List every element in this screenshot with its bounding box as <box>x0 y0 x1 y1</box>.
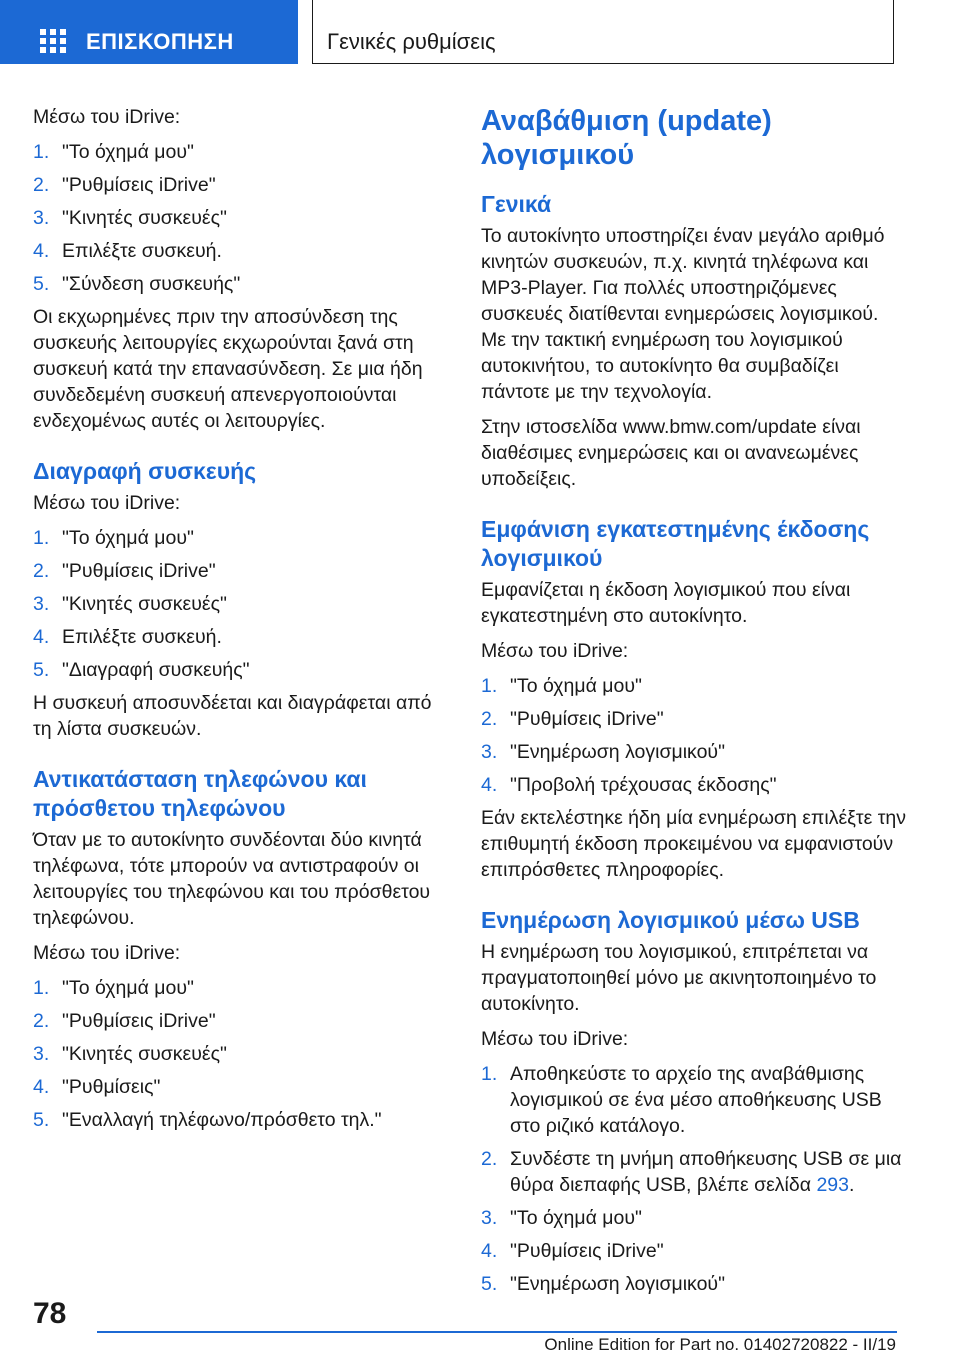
list-item: 4. "Ρυθμίσεις" <box>33 1076 161 1098</box>
edition-text: Online Edition for Part no. 01402720822 - II/19 <box>544 1335 896 1354</box>
version-paragraph: Εμφανίζεται η έκδοση λογισμικού που είναι εγκατεστημένη στο αυτοκίνητο. <box>481 579 851 627</box>
list-item: 2. Συνδέστε τη μνήμη αποθήκευσης USB σε μια θύρα διεπαφής USB, βλέπε σελίδα 293. <box>481 1148 902 1196</box>
list-item: 5. "Διαγραφή συσκευής" <box>33 659 250 681</box>
list-item: 1. "Το όχημά μου" <box>33 527 194 549</box>
tab-overview-label: ΕΠΙΣΚΟΠΗΣΗ <box>86 29 234 54</box>
target-version-paragraph: Εάν εκτελέστηκε ήδη μία ενημέρωση επιλέξτε την επιθυμητή έκδοση προκειμένου να εμφανιστούν επιπρόσθετες πληροφορίες. <box>481 807 906 881</box>
left-column <box>33 104 453 1140</box>
reconnect-paragraph: Οι εκχωρημένες πριν την αποσύνδεση της συσκευής λειτουργίες εκχωρούνται ξανά στη συσκευή κατά την επανασύνδεση. Σε μια ήδη συνδεδεμένη συσκευή απενεργοποιούνται ενδεχομένως αυτές οι λειτουργίες. <box>33 306 423 432</box>
list-item: 4. Επιλέξτε συσκευή. <box>33 240 222 262</box>
right-column <box>481 104 906 1304</box>
page-header <box>0 0 960 66</box>
list-item: 1. Αποθηκεύστε το αρχείο της αναβάθμισης λογισμικού σε ένα μέσο αποθήκευσης USB στο ριζικό κατάλογο. <box>481 1063 882 1137</box>
page-number: 78 <box>33 1297 67 1330</box>
list-item: 1. "Το όχημά μου" <box>481 675 642 697</box>
list-item: 3. "Το όχημά μου" <box>481 1207 642 1229</box>
list-item: 5. "Σύνδεση συσκευής" <box>33 273 241 295</box>
heading-general: Γενικά <box>481 191 552 217</box>
swap-paragraph: Όταν με το αυτοκίνητο συνδέονται δύο κινητά τηλέφωνα, τότε μπορούν να αντιστραφούν οι λειτουργίες του τηλεφώνου και του πρόσθετου τηλεφώνου. <box>33 829 431 929</box>
list-item: 5. "Εναλλαγή τηλέφωνο/πρόσθετο τηλ." <box>33 1109 382 1131</box>
list-item: 2. "Ρυθμίσεις iDrive" <box>33 174 216 196</box>
swap-steps-list <box>33 975 453 1133</box>
list-item: 4. Επιλέξτε συσκευή. <box>33 626 222 648</box>
page-link[interactable]: 293 <box>816 1174 849 1196</box>
list-item: 3. "Κινητές συσκευές" <box>33 1043 227 1065</box>
via-idrive-text: Μέσω του iDrive: <box>33 492 181 514</box>
heading-swap-phone: Αντικατάσταση τηλεφώνου και πρόσθετου τηλεφώνου <box>33 766 367 821</box>
list-item: 5. "Ενημέρωση λογισμικού" <box>481 1273 725 1295</box>
usb-steps-list <box>481 1061 906 1297</box>
list-item: 4. "Προβολή τρέχουσας έκδοσης" <box>481 774 777 796</box>
via-idrive-text: Μέσω του iDrive: <box>481 640 629 662</box>
list-item: 4. "Ρυθμίσεις iDrive" <box>481 1240 664 1262</box>
connect-steps-list <box>33 139 453 297</box>
tab-general-settings[interactable] <box>312 0 894 64</box>
delete-steps-list <box>33 525 453 683</box>
website-paragraph: Στην ιστοσελίδα www.bmw.com/update είναι διαθέσιμες ενημερώσεις και οι ανανεωμένες υποδείξεις. <box>481 416 861 490</box>
usb-paragraph: Η ενημέρωση του λογισμικού, επιτρέπεται να πραγματοποιηθεί μόνο με ακινητοποιημένο το αυτοκίνητο. <box>481 941 877 1015</box>
footer-divider <box>97 1331 897 1333</box>
heading-usb-update: Ενημέρωση λογισμικού μέσω USB <box>481 907 860 933</box>
version-steps-list <box>481 673 906 798</box>
heading-show-version: Εμφάνιση εγκατεστημένης έκδοσης λογισμικού <box>481 516 870 571</box>
list-item: 2. "Ρυθμίσεις iDrive" <box>33 560 216 582</box>
via-idrive-text: Μέσω του iDrive: <box>33 942 181 964</box>
via-idrive-text: Μέσω του iDrive: <box>481 1028 629 1050</box>
delete-result-paragraph: Η συσκευή αποσυνδέεται και διαγράφεται από τη λίστα συσκευών. <box>33 692 432 740</box>
list-item: 3. "Κινητές συσκευές" <box>33 593 227 615</box>
list-item: 1. "Το όχημά μου" <box>33 141 194 163</box>
via-idrive-text: Μέσω του iDrive: <box>33 106 181 128</box>
list-item: 1. "Το όχημά μου" <box>33 977 194 999</box>
tab-overview[interactable] <box>0 0 298 64</box>
heading-delete-device: Διαγραφή συσκευής <box>33 458 257 484</box>
general-paragraph: Το αυτοκίνητο υποστηρίζει έναν μεγάλο αριθμό κινητών συσκευών, π.χ. κινητά τηλέφωνα και MP3-Player. Για πολλές υποστηριζόμενες συσκευές διατίθενται ενημερώσεις λογισμικού. Με την τακτική ενημέρωση του λογισμικού αυτοκινήτου, το αυτοκίνητο θα συμβαδίζει πάντοτε με την τεχνολογία. <box>481 225 885 403</box>
heading-software-update: Αναβάθμιση (update) λογισμικού <box>481 105 772 171</box>
list-item: 3. "Ενημέρωση λογισμικού" <box>481 741 725 763</box>
grid-menu-icon <box>40 29 66 53</box>
list-item: 3. "Κινητές συσκευές" <box>33 207 227 229</box>
list-item: 2. "Ρυθμίσεις iDrive" <box>33 1010 216 1032</box>
tab-general-settings-label: Γενικές ρυθμίσεις <box>327 29 496 54</box>
list-item: 2. "Ρυθμίσεις iDrive" <box>481 708 664 730</box>
